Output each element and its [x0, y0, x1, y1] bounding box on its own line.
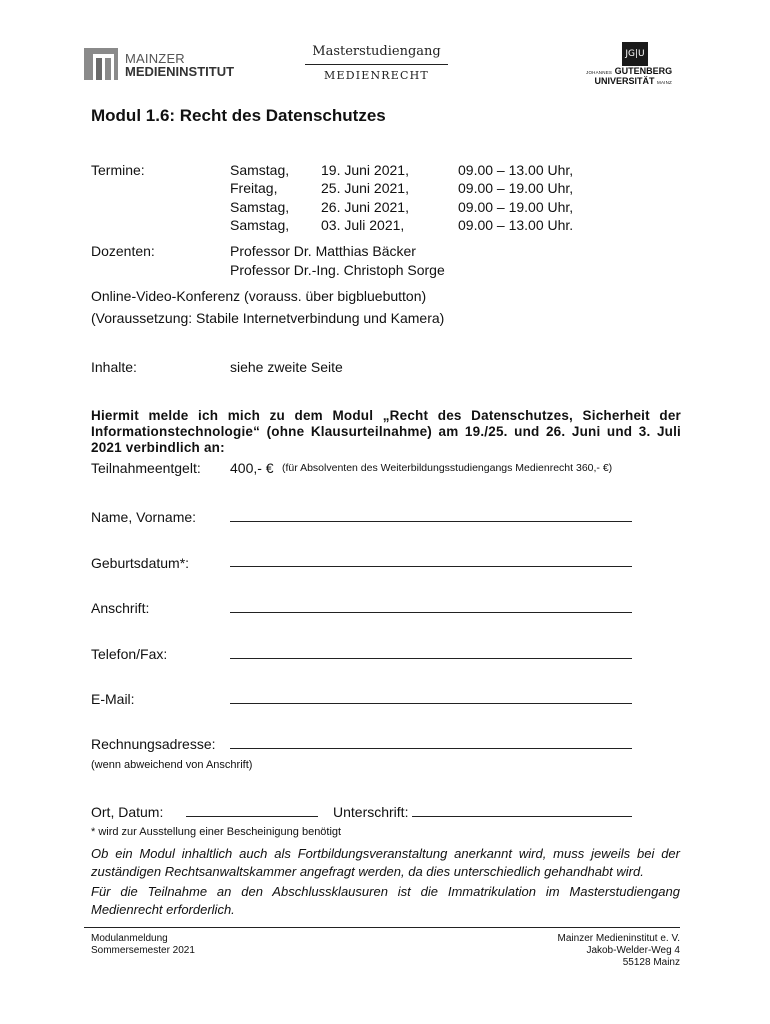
page-title: Modul 1.6: Recht des Datenschutzes [91, 106, 386, 125]
footer-doc-type: Modulanmeldung [91, 933, 168, 944]
termin-day: Samstag, [230, 162, 290, 178]
footer-right [520, 933, 680, 969]
termin-date: 26. Juni 2021, [321, 199, 409, 215]
termin-day: Samstag, [230, 199, 290, 215]
footer-org: Mainzer Medieninstitut e. V. [557, 933, 680, 944]
geburtsdatum-label: Geburtsdatum*: [91, 555, 190, 571]
dozent-name: Professor Dr.-Ing. Christoph Sorge [230, 262, 445, 278]
fortbildung-note: Ob ein Modul inhaltlich auch als Fortbildungsveranstaltung anerkannt wird, muss jeweils bei der zuständigen Rechtsanwaltskammer angefragt werden, da dies unterschiedlich gehandhabt wird. [91, 846, 680, 879]
name-label: Name, Vorname: [91, 509, 197, 525]
program-heading [305, 44, 448, 82]
logo-line1: MAINZER [125, 51, 185, 66]
jgu-prefix: JOHANNES [586, 70, 613, 75]
inhalte-label: Inhalte: [91, 359, 137, 375]
footer-left [91, 933, 195, 957]
anschrift-label: Anschrift: [91, 600, 150, 616]
logo-line2: MEDIENINSTITUT [125, 64, 235, 79]
ort-datum-input[interactable] [186, 816, 318, 817]
termin-time: 09.00 – 13.00 Uhr. [458, 217, 574, 233]
termin-day: Samstag, [230, 217, 290, 233]
inhalte-value: siehe zweite Seite [230, 359, 343, 375]
program-bottom: MEDIENRECHT [324, 69, 429, 82]
geburtsdatum-input[interactable] [230, 566, 632, 567]
jgu-name2: UNIVERSITÄT [594, 76, 655, 86]
ort-datum-label: Ort, Datum: [91, 804, 164, 820]
dozenten-label: Dozenten: [91, 243, 155, 259]
email-label: E-Mail: [91, 691, 135, 707]
email-input[interactable] [230, 703, 632, 704]
rechnungsadresse-input[interactable] [230, 748, 632, 749]
registration-statement: Hiermit melde ich mich zu dem Modul „Recht des Datenschutzes, Sicherheit der Informationstechnologie“ (ohne Klausurteilnahme) am 19./25. und 26. Juni und 3. Juli 2021 verbindlich an: [91, 408, 681, 455]
termin-time: 09.00 – 13.00 Uhr, [458, 162, 574, 178]
unterschrift-input[interactable] [412, 816, 632, 817]
footer-city: 55128 Mainz [622, 957, 680, 968]
rechnungsadresse-note: (wenn abweichend von Anschrift) [91, 759, 253, 771]
jgu-city: MAINZ [657, 80, 672, 85]
jgu-name1: GUTENBERG [614, 66, 673, 76]
jgu-logo-text [586, 67, 672, 87]
dozent-name: Professor Dr. Matthias Bäcker [230, 243, 416, 259]
fee-amount: 400,- € [230, 460, 274, 476]
termin-time: 09.00 – 19.00 Uhr, [458, 199, 574, 215]
mainzer-medieninstitut-logo [84, 45, 244, 81]
klausur-note: Für die Teilnahme an den Abschlussklausuren ist die Immatrikulation im Masterstudiengang Medienrecht erforderlich. [91, 884, 680, 917]
program-top: Masterstudiengang [305, 44, 448, 65]
fee-label: Teilnahmeentgelt: [91, 460, 201, 476]
online-info: Online-Video-Konferenz (vorauss. über bigbluebutton) [91, 288, 427, 304]
termin-time: 09.00 – 19.00 Uhr, [458, 180, 574, 196]
unterschrift-label: Unterschrift: [333, 804, 409, 820]
anschrift-input[interactable] [230, 612, 632, 613]
termine-label: Termine: [91, 162, 145, 178]
telefon-label: Telefon/Fax: [91, 646, 168, 662]
termin-date: 25. Juni 2021, [321, 180, 409, 196]
fee-note: (für Absolventen des Weiterbildungsstudiengangs Medienrecht 360,- €) [282, 462, 613, 474]
telefon-input[interactable] [230, 658, 632, 659]
termin-date: 03. Juli 2021, [321, 217, 405, 233]
footer-semester: Sommersemester 2021 [91, 945, 195, 956]
footer-street: Jakob-Welder-Weg 4 [586, 945, 680, 956]
medieninstitut-logo-icon [84, 48, 118, 80]
jgu-badge-icon: JG|U [622, 42, 648, 66]
termin-date: 19. Juni 2021, [321, 162, 409, 178]
name-input[interactable] [230, 521, 632, 522]
footer-divider [84, 927, 680, 928]
online-requirement: (Voraussetzung: Stabile Internetverbindung und Kamera) [91, 310, 445, 326]
rechnungsadresse-label: Rechnungsadresse: [91, 736, 216, 752]
termin-day: Freitag, [230, 180, 278, 196]
footnote: * wird zur Ausstellung einer Bescheinigung benötigt [91, 826, 342, 838]
